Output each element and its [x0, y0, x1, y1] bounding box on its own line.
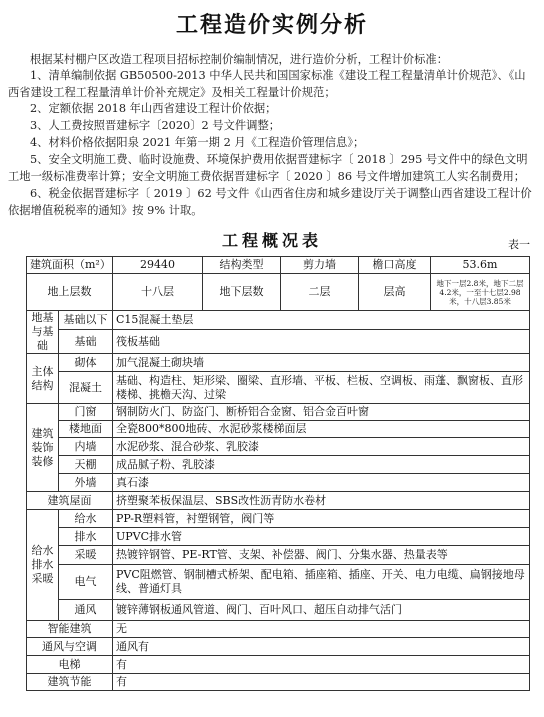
elevator-value: 有 [113, 656, 530, 674]
hvac-label: 通风与空调 [27, 638, 113, 656]
table-row [27, 372, 530, 404]
below-label: 地下层数 [203, 274, 281, 311]
row-label: 外墙 [59, 474, 113, 492]
energy-value: 有 [113, 674, 530, 691]
height-label: 层高 [359, 274, 431, 311]
table-row [27, 656, 530, 674]
table-row [27, 546, 530, 565]
row-value: 加气混凝土砌块墙 [113, 354, 530, 372]
table-row [27, 330, 530, 354]
above-label: 地上层数 [27, 274, 113, 311]
eave-label: 檐口高度 [359, 257, 431, 274]
table-row [27, 421, 530, 438]
table-row [27, 510, 530, 528]
intro-line-5: 5、安全文明施工费、临时设施费、环境保护费用依据晋建标字〔 2018 〕295 号文件中的绿色文明工地一级标准费率计算；安全文明施工费依据晋建标字〔 2020 〕86 号文件增加建筑工人实名制费用； [8, 153, 528, 183]
table-row [27, 600, 530, 621]
row-label: 基础 [59, 330, 113, 354]
table-row [27, 674, 530, 691]
table-row [27, 456, 530, 474]
intro-line-2: 2、定额依据 2018 年山西省建设工程计价依据； [30, 102, 277, 115]
area-label: 建筑面积（m²） [27, 257, 113, 274]
smart-label: 智能建筑 [27, 621, 113, 638]
row-value: PVC阻燃管、钢制槽式桥架、配电箱、插座箱、插座、开关、电力电缆、扁钢接地母线、普通灯具 [113, 565, 530, 600]
row-value: 筏板基础 [113, 330, 530, 354]
table-row [27, 274, 530, 311]
row-value: 水泥砂浆、混合砂浆、乳胶漆 [113, 438, 530, 456]
table-row [27, 404, 530, 421]
below-value: 二层 [281, 274, 359, 311]
row-label: 采暖 [59, 546, 113, 565]
struct-value: 剪力墙 [281, 257, 359, 274]
table-row [27, 474, 530, 492]
row-value: 真石漆 [113, 474, 530, 492]
row-value: 成品腻子粉、乳胶漆 [113, 456, 530, 474]
energy-label: 建筑节能 [27, 674, 113, 691]
row-label: 电气 [59, 565, 113, 600]
row-value: 全瓷800*800地砖、水泥砂浆楼梯面层 [113, 421, 530, 438]
decoration-label: 建筑装饰装修 [27, 404, 59, 492]
row-value: 热镀锌钢管、PE-RT管、支架、补偿器、阀门、分集水器、热量表等 [113, 546, 530, 565]
row-label: 砌体 [59, 354, 113, 372]
row-label: 给水 [59, 510, 113, 528]
elevator-label: 电梯 [27, 656, 113, 674]
eave-value: 53.6m [431, 257, 530, 274]
row-label: 门窗 [59, 404, 113, 421]
intro-line-4: 4、材料价格依据阳泉 2021 年第一期 2 月《工程造价管理信息》； [30, 136, 365, 149]
row-label: 通风 [59, 600, 113, 621]
height-value: 地下一层2.8米，地下二层4.2米，一至十七层2.98米，十八层3.85米 [431, 274, 530, 311]
table-title: 工程概况表 [221, 231, 322, 250]
roof-label: 建筑屋面 [27, 492, 113, 510]
struct-label: 结构类型 [203, 257, 281, 274]
table-row [27, 492, 530, 510]
row-value: PP-R塑料管，衬塑钢管，阀门等 [113, 510, 530, 528]
row-value: UPVC排水管 [113, 528, 530, 546]
row-label: 内墙 [59, 438, 113, 456]
row-label: 混凝土 [59, 372, 113, 404]
table-row [27, 528, 530, 546]
row-value: 钢制防火门、防盗门、断桥铝合金窗、铝合金百叶窗 [113, 404, 530, 421]
foundation-label: 地基与基础 [27, 311, 59, 354]
structure-label: 主体结构 [27, 354, 59, 404]
table-row [27, 311, 530, 330]
row-label: 基础以下 [59, 311, 113, 330]
intro-line-1: 1、清单编制依据 GB50500-2013 中华人民共和国国家标准《建设工程工程量清单计价规范》、《山西省建设工程工程量清单计价补充规定》及相关工程量计价规范； [8, 69, 526, 99]
row-label: 天棚 [59, 456, 113, 474]
table-row [27, 354, 530, 372]
row-value: 镀锌薄钢板通风管道、阀门、百叶风口、超压自动排气活门 [113, 600, 530, 621]
table-row [27, 565, 530, 600]
row-value: C15混凝土垫层 [113, 311, 530, 330]
intro-line-3: 3、人工费按照晋建标字〔2020〕2 号文件调整； [30, 119, 281, 132]
plumbing-label: 给水排水采暖 [27, 510, 59, 621]
above-value: 十八层 [113, 274, 203, 311]
table-row [27, 438, 530, 456]
overview-table [26, 256, 530, 691]
hvac-value: 通风有 [113, 638, 530, 656]
roof-value: 挤塑聚苯板保温层、SBS改性沥青防水卷材 [113, 492, 530, 510]
table-row [27, 257, 530, 274]
intro-line-6: 6、税金依据晋建标字〔 2019 〕62 号文件《山西省住房和城乡建设厅关于调整山西省建设工程计价依据增值税税率的通知》按 9% 计取。 [8, 187, 532, 217]
smart-value: 无 [113, 621, 530, 638]
area-value: 29440 [113, 257, 203, 274]
table-row [27, 621, 530, 638]
table-number: 表一 [508, 238, 530, 251]
intro-line-0: 根据某村棚户区改造工程项目招标控制价编制情况，进行造价分析，工程计价标准： [30, 53, 448, 66]
row-value: 基础、构造柱、矩形梁、圈梁、直形墙、平板、栏板、空调板、雨蓬、飘窗板、直形楼梯、挑檐天沟、过梁 [113, 372, 530, 404]
row-label: 排水 [59, 528, 113, 546]
row-label: 楼地面 [59, 421, 113, 438]
table-row [27, 638, 530, 656]
page-title: 工程造价实例分析 [175, 13, 368, 38]
